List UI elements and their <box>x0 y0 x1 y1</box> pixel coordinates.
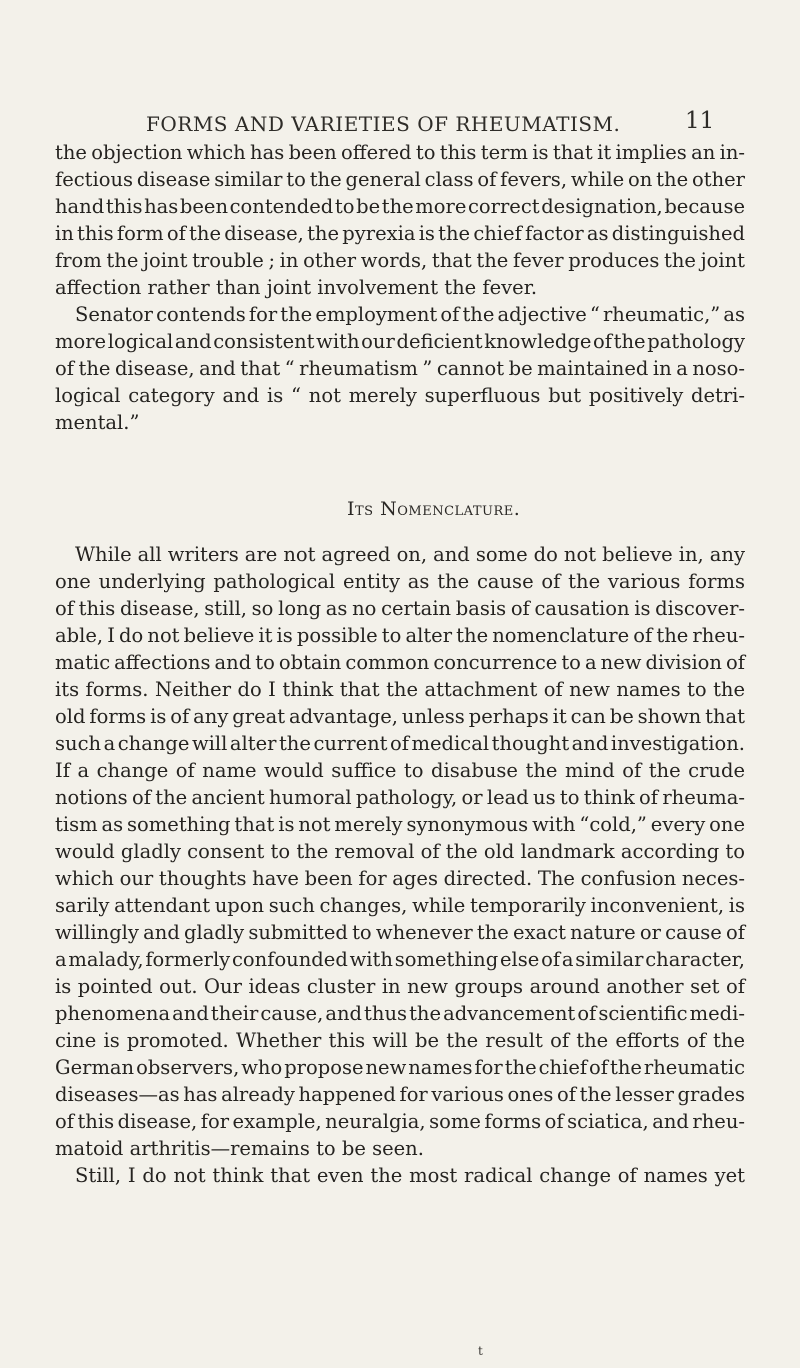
text-line: which our thoughts have been for ages directed. The confusion neces- <box>55 867 745 890</box>
page-number: 11 <box>685 108 715 134</box>
text-line: While all writers are not agreed on, and some do not believe in, any <box>75 543 745 566</box>
text-line: sarily attendant upon such changes, while temporarily inconvenient, is <box>55 894 745 917</box>
text-line: If a change of name would suffice to disabuse the mind of the crude <box>55 759 745 782</box>
text-line: willingly and gladly submitted to whenever the exact nature or cause of <box>55 921 745 944</box>
text-line: from the joint trouble ; in other words, that the fever produces the joint <box>55 249 745 272</box>
text-line: old forms is of any great advantage, unless perhaps it can be shown that <box>55 705 745 728</box>
text-line: fectious disease similar to the general class of fevers, while on the other <box>55 168 745 191</box>
text-line: notions of the ancient humoral pathology, or lead us to think of rheuma- <box>55 786 745 809</box>
text-line: logical category and is “ not merely superfluous but positively detri- <box>55 384 745 407</box>
text-line: the objection which has been offered to this term is that it implies an in- <box>55 141 745 164</box>
text-line: affection rather than joint involvement the fever. <box>55 276 538 299</box>
section-heading: Its Nomenclature. <box>347 498 521 520</box>
text-line: Senator contends for the employment of the adjective “ rheumatic,” as <box>75 303 745 326</box>
signature-mark: t <box>478 1344 483 1358</box>
text-line: more logical and consistent with our deficient knowledge of the pathology <box>55 330 745 353</box>
text-line: matoid arthritis—remains to be seen. <box>55 1137 424 1160</box>
text-line: one underlying pathological entity as the cause of the various forms <box>55 570 745 593</box>
text-line: diseases—as has already happened for various ones of the lesser grades <box>55 1083 745 1106</box>
text-line: tism as something that is not merely synonymous with “cold,” every one <box>55 813 745 836</box>
text-line: cine is promoted. Whether this will be the result of the efforts of the <box>55 1029 745 1052</box>
text-line: such a change will alter the current of medical thought and investigation. <box>55 732 745 755</box>
text-line: its forms. Neither do I think that the attachment of new names to the <box>55 678 745 701</box>
text-line: phenomena and their cause, and thus the advancement of scientific medi- <box>55 1002 745 1025</box>
text-line: in this form of the disease, the pyrexia is the chief factor as distinguished <box>55 222 745 245</box>
text-line: of this disease, for example, neuralgia, some forms of sciatica, and rheu- <box>55 1110 745 1133</box>
text-line: Still, I do not think that even the most radical change of names yet <box>75 1164 745 1187</box>
text-line: mental.” <box>55 411 140 434</box>
text-line: hand this has been contended to be the more correct designation, because <box>55 195 745 218</box>
text-line: matic affections and to obtain common concurrence to a new division of <box>55 651 745 674</box>
running-title: FORMS AND VARIETIES OF RHEUMATISM. <box>146 112 621 136</box>
text-line: a malady, formerly confounded with something else of a similar character, <box>55 948 745 971</box>
text-line: would gladly consent to the removal of the old landmark according to <box>55 840 745 863</box>
text-line: of this disease, still, so long as no certain basis of causation is discover- <box>55 597 745 620</box>
text-line: German observers, who propose new names for the chief of the rheumatic <box>55 1056 745 1079</box>
text-line: able, I do not believe it is possible to alter the nomenclature of the rheu- <box>55 624 745 647</box>
text-line: of the disease, and that “ rheumatism ” cannot be maintained in a noso- <box>55 357 746 380</box>
text-line: is pointed out. Our ideas cluster in new groups around another set of <box>55 975 745 998</box>
